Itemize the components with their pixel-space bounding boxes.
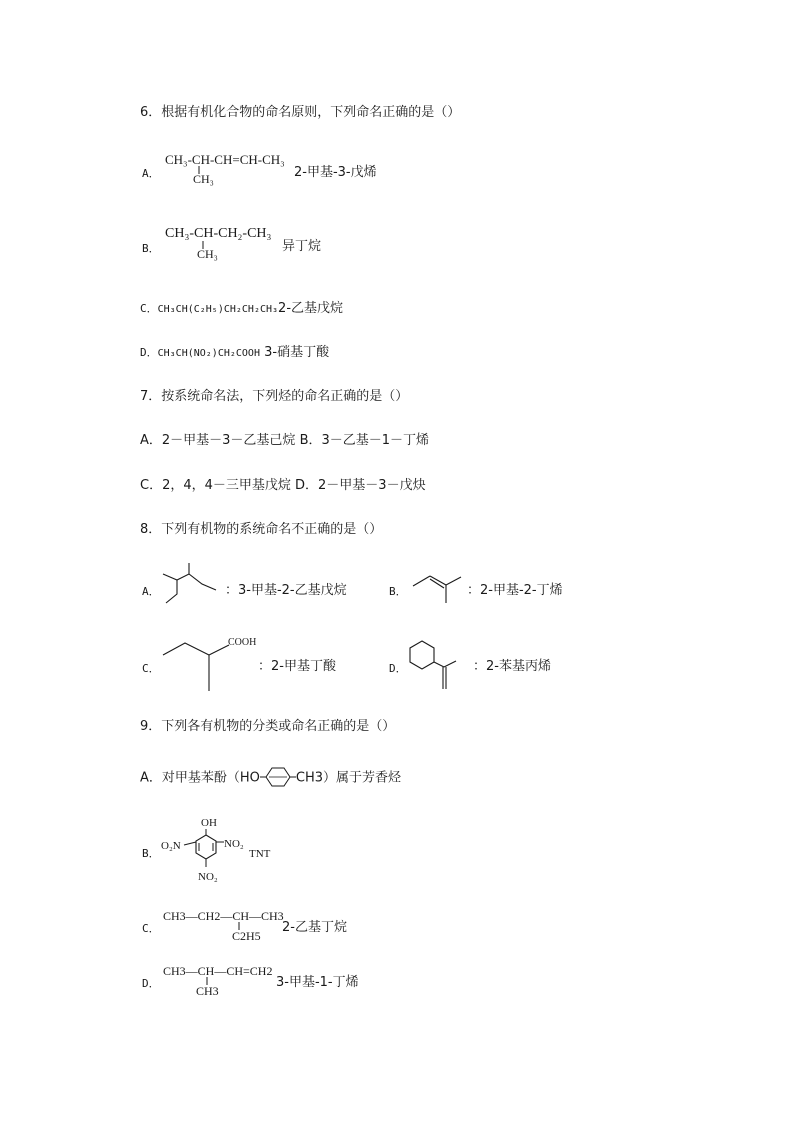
- q9-option-d-branch: CH3: [196, 984, 219, 998]
- q6-option-b-name: 异丁烷: [282, 239, 322, 254]
- q9-option-c-label: C．: [142, 922, 160, 935]
- q8-option-b-label: B．: [389, 585, 407, 598]
- q9-option-d-label: D．: [142, 977, 160, 990]
- q6-option-a-label: A．: [142, 167, 160, 180]
- q8-option-c-name: ：2-甲基丁酸: [258, 659, 336, 674]
- q9-option-b-name: TNT: [249, 848, 271, 860]
- q9-stem: 9．下列各有机物的分类或命名正确的是（）: [140, 719, 396, 734]
- q8-option-c-label: C．: [142, 662, 160, 675]
- q9-option-b-tnt-structure: [160, 815, 275, 885]
- q6-option-a-main-chain: CH₃-CH-CH=CH-CH₃: [165, 152, 285, 167]
- q8-stem: 8．下列有机物的系统命名不正确的是（）: [140, 522, 383, 537]
- q6-option-c-name: 2-乙基戊烷: [278, 301, 344, 316]
- q8-option-a-skeletal-structure: [163, 563, 223, 613]
- q8-option-d-skeletal-structure: [410, 641, 470, 693]
- q6-option-a-branch: CH₃: [193, 172, 214, 186]
- q6-option-c-label: C．: [140, 302, 158, 315]
- q9-option-a-text-after: CH3）属于芳香烃: [295, 770, 402, 786]
- q9-option-a: [140, 768, 401, 788]
- q8-option-c-carboxyl-label: COOH: [228, 637, 257, 648]
- q8-option-a-label: A．: [142, 585, 160, 598]
- q9-option-b-oh-label: OH: [201, 817, 217, 829]
- q6-option-a-name: 2-甲基-3-戊烯: [294, 165, 377, 180]
- q8-option-d-label: D．: [389, 662, 407, 675]
- q6-option-b-label: B．: [142, 242, 160, 255]
- q9-option-a-text-before: A．对甲基苯酚（HO: [140, 770, 260, 786]
- q9-option-b-label: B．: [142, 847, 160, 860]
- q9-option-b-nitro-right: NO₂: [224, 838, 244, 850]
- q6-option-b-branch: CH₃: [197, 247, 218, 261]
- q7-stem: 7．按系统命名法，下列烃的命名正确的是（）: [140, 389, 409, 404]
- q8-option-b-skeletal-structure: [413, 570, 465, 606]
- q6-option-b-bond: [202, 241, 204, 251]
- q9-option-b-nitro-bottom: NO₂: [198, 871, 218, 883]
- q9-option-b-nitro-left: O₂N: [161, 840, 181, 852]
- q6-option-d-name: 3-硝基丁酸: [264, 345, 330, 360]
- q9-option-a-benzene-ring: [260, 767, 296, 787]
- q6-option-c-formula: CH₃CH(C₂H₅)CH₂CH₂CH₃: [157, 304, 279, 315]
- q8-option-d-name: ：2-苯基丙烯: [473, 659, 551, 674]
- q6-option-a-bond: [198, 166, 200, 176]
- q6-option-b-main-chain: CH₃-CH-CH₂-CH₃: [165, 226, 272, 241]
- q9-option-c-branch: C2H5: [232, 929, 261, 943]
- q9-option-d-main-chain: CH3—CH—CH=CH2: [163, 964, 273, 978]
- q8-option-a-name: ：3-甲基-2-乙基戊烷: [225, 583, 347, 598]
- q7-options-line-1: A．2－甲基－3－乙基己烷 B．3－乙基－1－丁烯: [140, 433, 430, 448]
- q9-option-c-name: 2-乙基丁烷: [282, 920, 347, 935]
- q6-stem: 6．根据有机化合物的命名原则，下列命名正确的是（）: [140, 105, 461, 120]
- q8-option-c-skeletal-structure: [163, 633, 258, 693]
- q7-options-line-2: C．2，4，4－三甲基戊烷 D．2－甲基－3－戊炔: [140, 478, 426, 493]
- q6-option-d-formula: CH₃CH(NO₂)CH₂COOH: [157, 348, 260, 359]
- q6-option-d: [140, 345, 329, 362]
- q9-option-d-name: 3-甲基-1-丁烯: [276, 975, 359, 990]
- q8-option-b-name: ：2-甲基-2-丁烯: [467, 583, 563, 598]
- q9-option-c-main-chain: CH3—CH2—CH—CH3: [163, 909, 284, 923]
- q6-option-c: [140, 301, 343, 318]
- q6-option-d-label: D．: [140, 346, 158, 359]
